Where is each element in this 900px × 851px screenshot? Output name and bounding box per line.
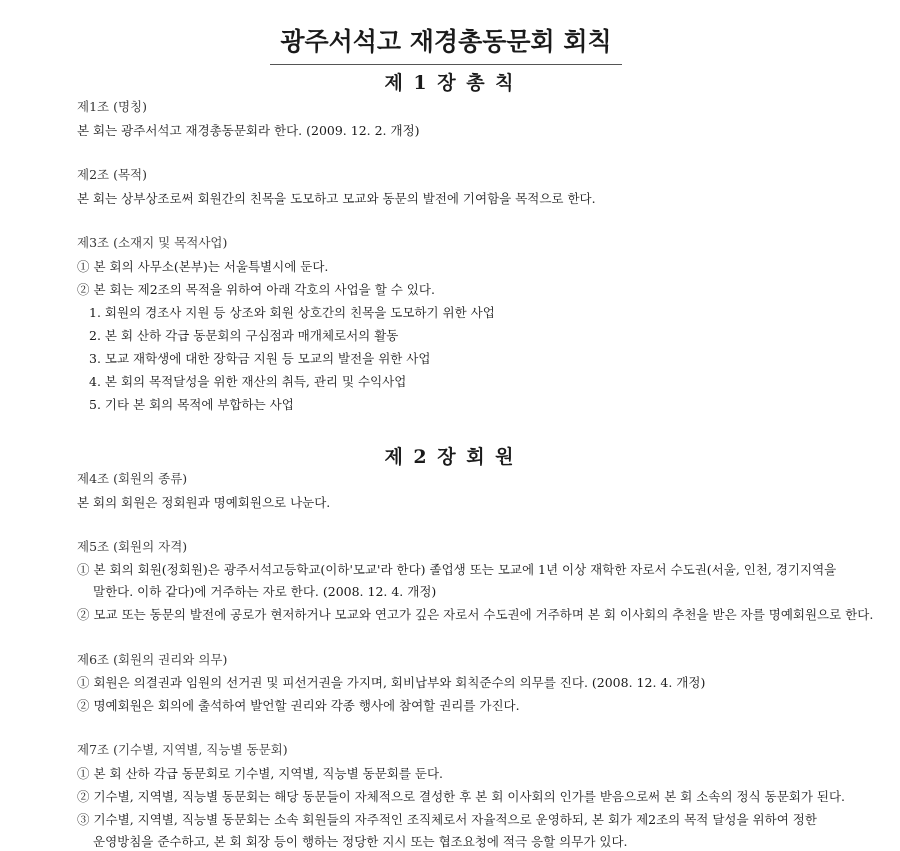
article-4-text: 본 회의 회원은 정회원과 명예회원으로 나눈다. — [77, 495, 331, 510]
article-5-clause-2: ② 모교 또는 동문의 발전에 공로가 현저하거나 모교와 연고가 깊은 자로서 수도권에 거주하며 본 회 이사회의 추천을 받은 자를 명예회원으로 한다. — [77, 607, 874, 622]
article-3-item-3: 3. 모교 재학생에 대한 장학금 지원 등 모교의 발전을 위한 사업 — [89, 351, 431, 366]
article-3-item-2: 2. 본 회 산하 각급 동문회의 구심점과 매개체로서의 활동 — [89, 328, 399, 343]
article-3-clause-2: ② 본 회는 제2조의 목적을 위하여 아래 각호의 사업을 할 수 있다. — [77, 282, 435, 297]
article-5-clause-1-cont: 말한다. 이하 같다)에 거주하는 자로 한다. (2008. 12. 4. 개정) — [93, 584, 437, 599]
chapter-1-heading: 제 1 장 총 칙 — [384, 72, 516, 94]
article-7-heading: 제7조 (기수별, 지역별, 직능별 동문회) — [77, 742, 288, 757]
document-title: 광주서석고 재경총동문회 회칙 — [270, 22, 622, 65]
article-1-text: 본 회는 광주서석고 재경총동문회라 한다. (2009. 12. 2. 개정) — [77, 123, 420, 138]
article-6-clause-1: ① 회원은 의결권과 임원의 선거권 및 피선거권을 가지며, 회비납부와 회칙준수의 의무를 진다. (2008. 12. 4. 개정) — [77, 675, 706, 690]
article-6-clause-2: ② 명예회원은 회의에 출석하여 발언할 권리와 각종 행사에 참여할 권리를 가진다. — [77, 698, 520, 713]
article-7-clause-1: ① 본 회 산하 각급 동문회로 기수별, 지역별, 직능별 동문회를 둔다. — [77, 766, 444, 781]
article-6-heading: 제6조 (회원의 권리와 의무) — [77, 652, 228, 667]
article-7-clause-3-cont: 운영방침을 준수하고, 본 회 회장 등이 행하는 정당한 지시 또는 협조요청에 적극 응할 의무가 있다. — [93, 834, 628, 849]
chapter-2-heading: 제 2 장 회 원 — [384, 446, 516, 468]
article-3-heading: 제3조 (소재지 및 목적사업) — [77, 235, 228, 250]
article-3-clause-1: ① 본 회의 사무소(본부)는 서울특별시에 둔다. — [77, 259, 329, 274]
article-5-clause-1: ① 본 회의 회원(정회원)은 광주서석고등학교(이하'모교'라 한다) 졸업생 또는 모교에 1년 이상 재학한 자로서 수도권(서울, 인천, 경기지역을 — [77, 562, 837, 577]
article-3-item-4: 4. 본 회의 목적달성을 위한 재산의 취득, 관리 및 수익사업 — [89, 374, 407, 389]
article-2-text: 본 회는 상부상조로써 회원간의 친목을 도모하고 모교와 동문의 발전에 기여함을 목적으로 한다. — [77, 191, 596, 206]
article-7-clause-3: ③ 기수별, 지역별, 직능별 동문회는 소속 회원들의 자주적인 조직체로서 자율적으로 운영하되, 본 회가 제2조의 목적 달성을 위하여 정한 — [77, 812, 817, 827]
article-5-heading: 제5조 (회원의 자격) — [77, 539, 188, 554]
article-7-clause-2: ② 기수별, 지역별, 직능별 동문회는 해당 동문들이 자체적으로 결성한 후 본 회 이사회의 인가를 받음으로써 본 회 소속의 정식 동문회가 된다. — [77, 789, 846, 804]
article-1-heading: 제1조 (명칭) — [77, 99, 147, 114]
article-2-heading: 제2조 (목적) — [77, 167, 147, 182]
article-3-item-1: 1. 회원의 경조사 지원 등 상조와 회원 상호간의 친목을 도모하기 위한 사업 — [89, 305, 495, 320]
article-3-item-5: 5. 기타 본 회의 목적에 부합하는 사업 — [89, 397, 294, 412]
article-4-heading: 제4조 (회원의 종류) — [77, 471, 188, 486]
